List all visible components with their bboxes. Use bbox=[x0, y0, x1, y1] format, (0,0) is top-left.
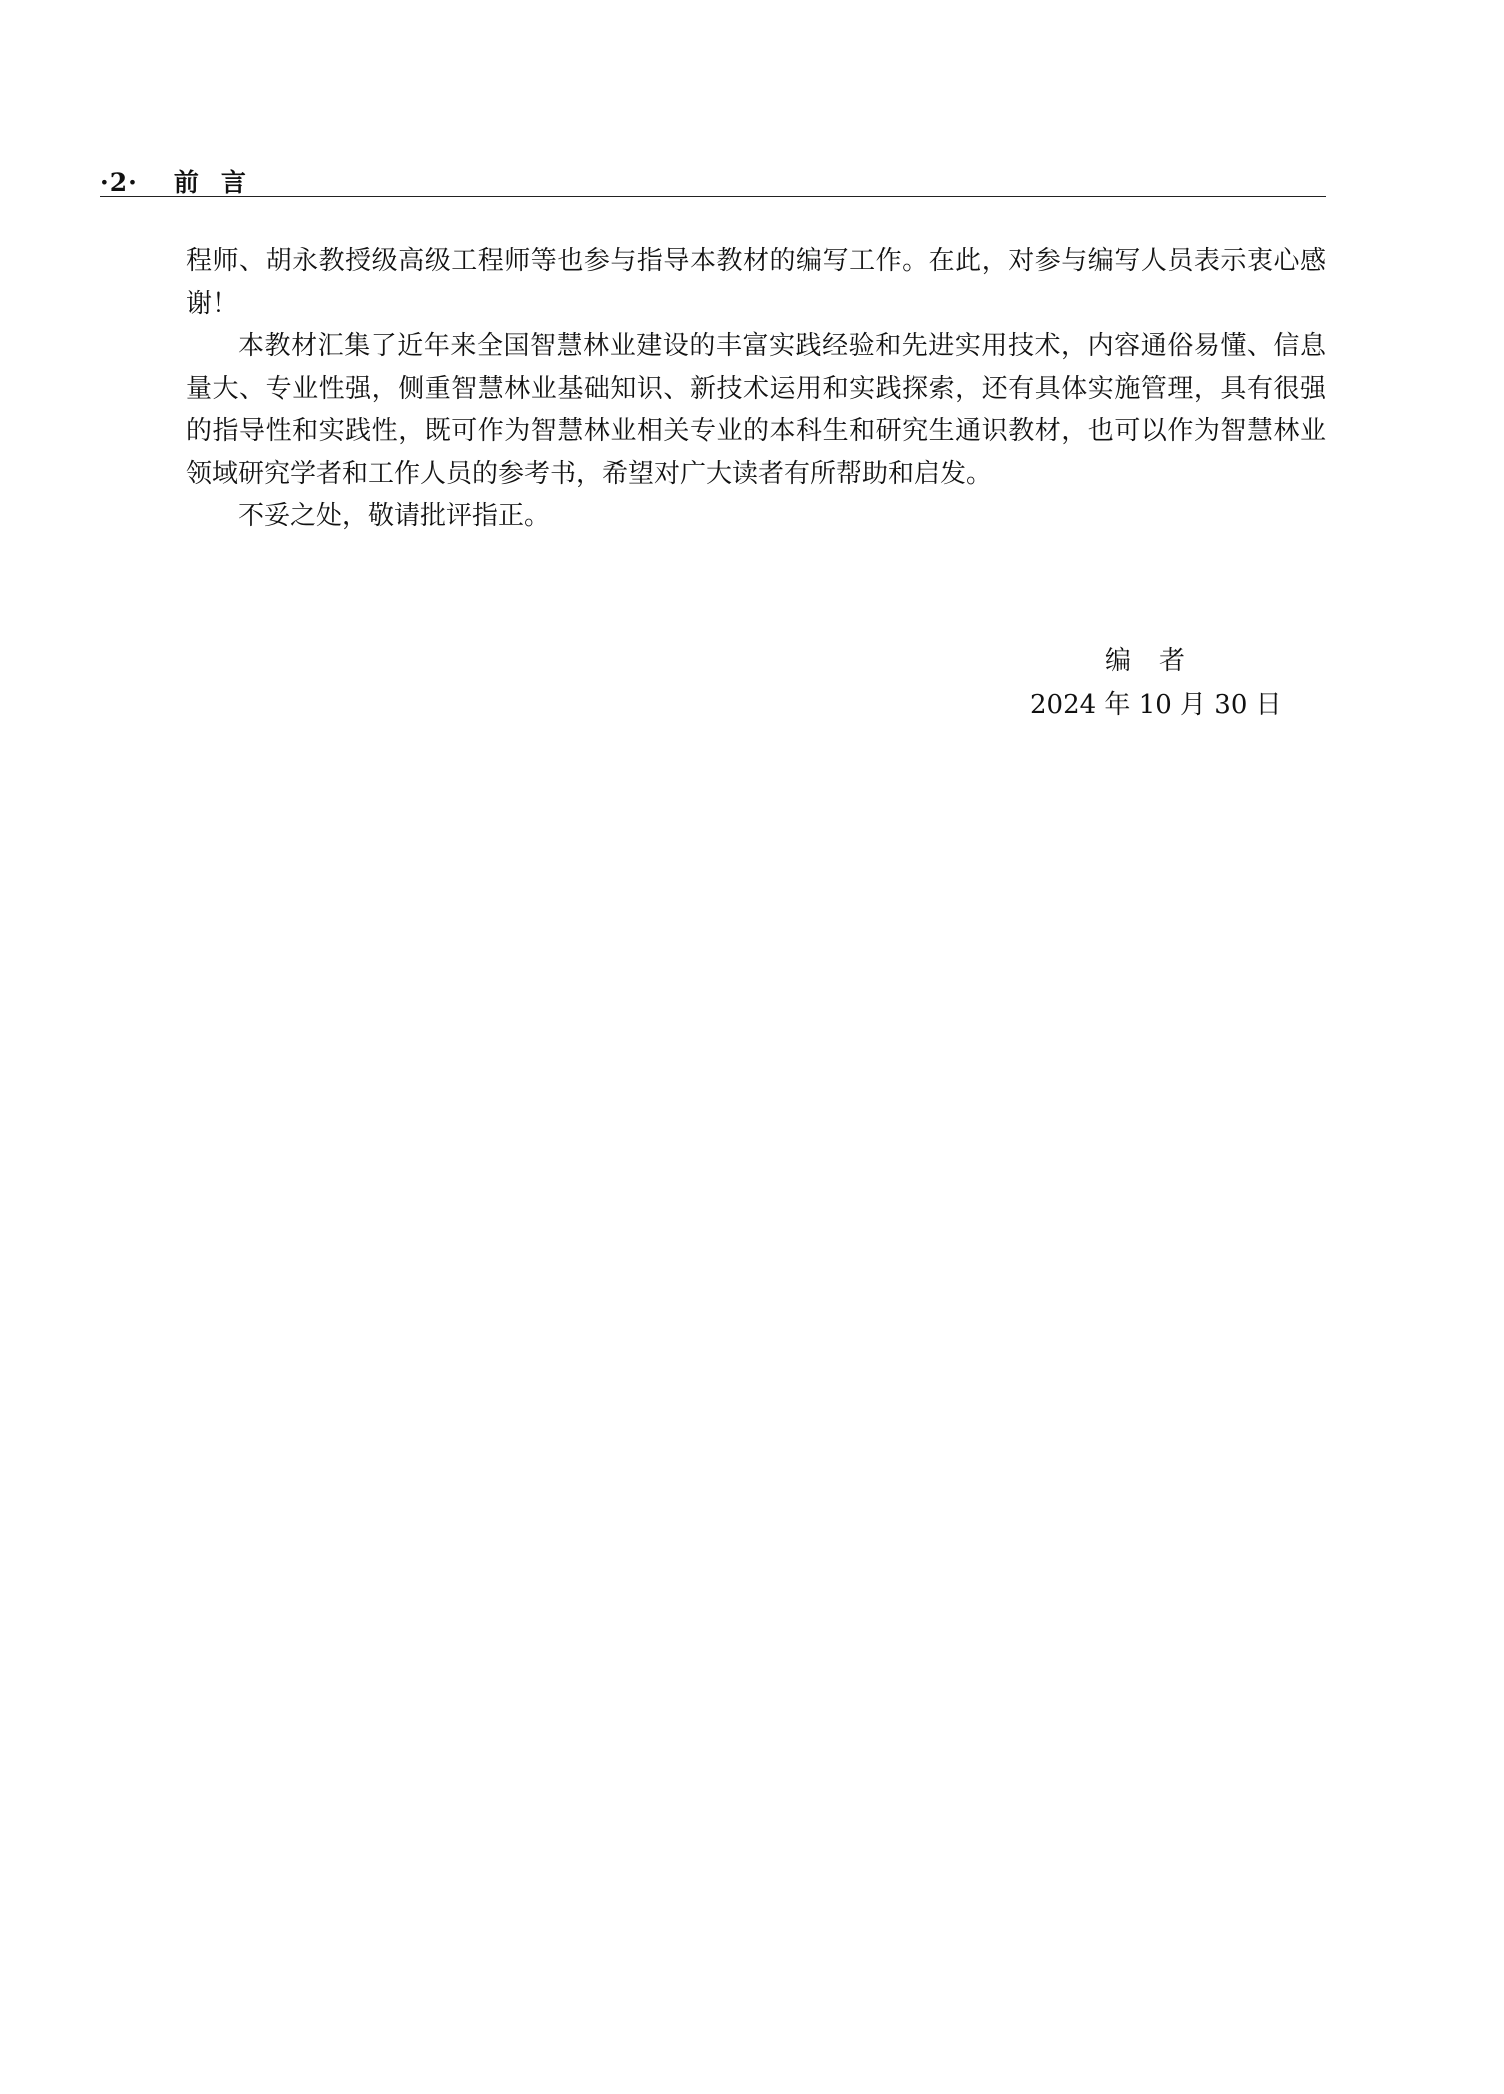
signature-author: 编者 bbox=[1105, 646, 1214, 676]
page-number: ·2· bbox=[100, 168, 138, 197]
header-rule bbox=[100, 196, 1326, 197]
paragraph-continuation: 程师、胡永教授级高级工程师等也参与指导本教材的编写工作。在此，对参与编写人员表示衷心感谢！ bbox=[186, 246, 1326, 319]
paragraph: 本教材汇集了近年来全国智慧林业建设的丰富实践经验和先进实用技术，内容通俗易懂、信息量大、专业性强，侧重智慧林业基础知识、新技术运用和实践探索，还有具体实施管理，具有很强的指导性和实践性，既可作为智慧林业相关专业的本科生和研究生通识教材，也可以作为智慧林业领域研究学者和工作人员的参考书，希望对广大读者有所帮助和启发。 bbox=[186, 331, 1326, 489]
section-title: 前言 bbox=[173, 168, 268, 197]
paragraph: 不妥之处，敬请批评指正。 bbox=[238, 501, 551, 531]
signature-date: 2024 年 10 月 30 日 bbox=[1030, 690, 1282, 720]
body-text bbox=[186, 240, 1326, 538]
running-header bbox=[100, 163, 268, 197]
